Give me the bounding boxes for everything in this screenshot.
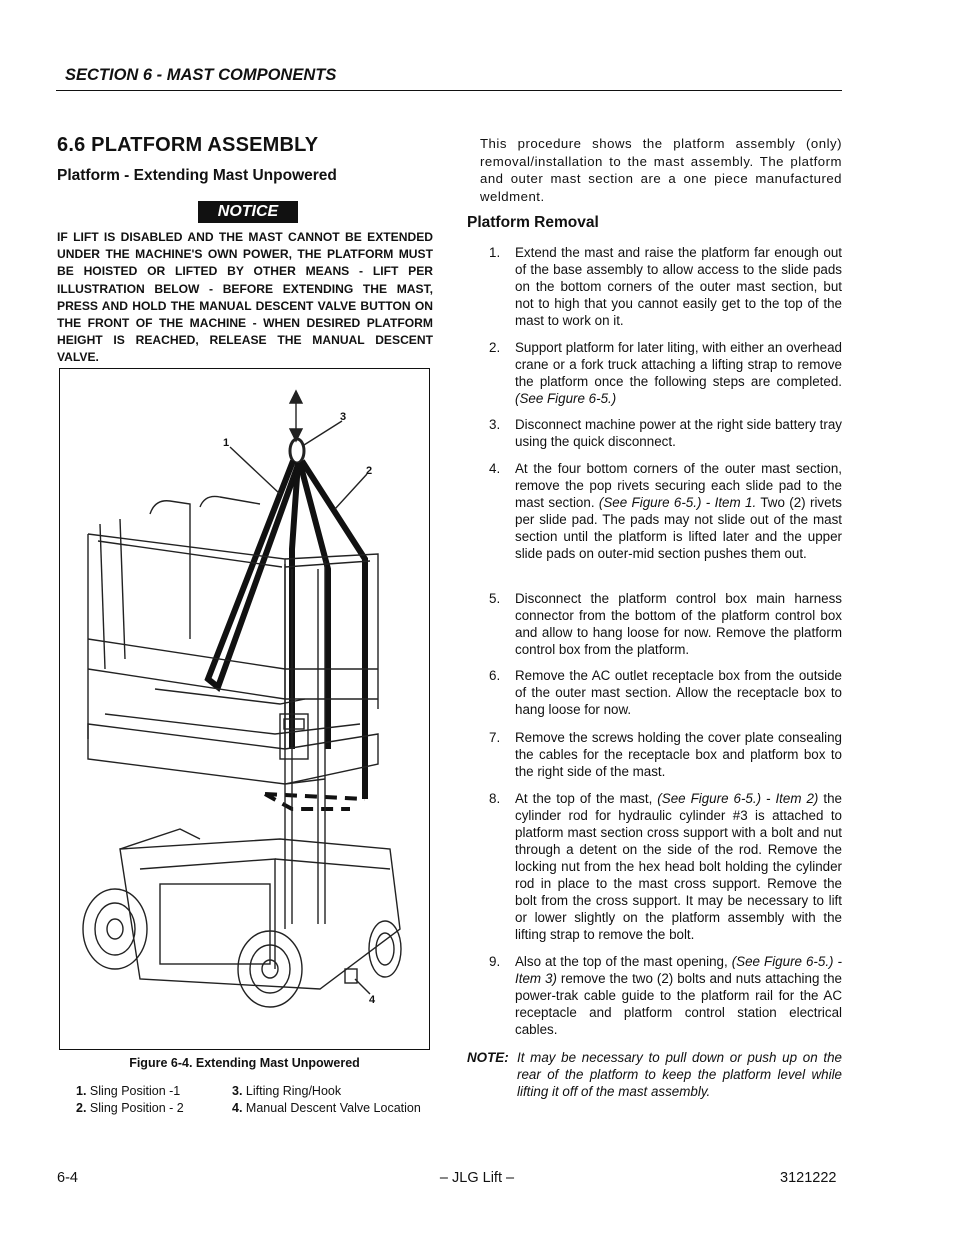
step-7: 7. Remove the screws holding the cover plate consealing the cables for the receptacle box and platform box to the right side of the mast. bbox=[489, 730, 842, 779]
callout-1: 1 bbox=[223, 437, 230, 449]
callout-4: 4 bbox=[369, 994, 376, 1006]
page-number: 6-4 bbox=[57, 1170, 78, 1186]
header-rule bbox=[56, 90, 842, 91]
legend-item-3: 3. Lifting Ring/Hook bbox=[232, 1084, 342, 1098]
step-2: 2. Support platform for later liting, with either an overhead crane or a fork truck attaching a lifting strap to remove the platform once the following steps are completed. (See Figure 6-5.) bbox=[489, 340, 842, 406]
removal-title: Platform Removal bbox=[467, 214, 599, 231]
step-3: 3. Disconnect machine power at the right side battery tray using the quick disconnect. bbox=[489, 417, 842, 449]
document-number: 3121222 bbox=[780, 1170, 837, 1186]
step-1: 1. Extend the mast and raise the platform far enough out of the base assembly to allow access to the slide pads on the bottom corners of the outer mast section, but not to high that you cannot easily get to the top of the mast to work on it. bbox=[489, 245, 842, 328]
legend-item-2: 2. Sling Position - 2 bbox=[76, 1101, 184, 1115]
step-6: 6. Remove the AC outlet receptacle box from the outside of the outer mast section. Allow the receptacle box to hang loose for now. bbox=[489, 668, 842, 717]
notice-text: IF LIFT IS DISABLED AND THE MAST CANNOT BE EXTENDED UNDER THE MACHINE'S OWN POWER, THE PLATFORM MUST BE HOISTED OR LIFTED BY OTHER MEANS - LIFT PER ILLUSTRATION BELOW - BEFORE EXTENDING THE MAST, PRESS AND HOLD THE MANUAL DESCENT VALVE BUTTON ON THE FRONT OF THE MACHINE - WHEN DESIRED PLATFORM HEIGHT IS REACHED, RELEASE THE MANUAL DESCENT VALVE. bbox=[57, 230, 433, 365]
note: NOTE: It may be necessary to pull down or push up on the rear of the platform to keep the platform level while lifting it off of the mast assembly. bbox=[467, 1050, 842, 1099]
legend-item-1: 1. Sling Position -1 bbox=[76, 1084, 181, 1098]
legend-item-4: 4. Manual Descent Valve Location bbox=[232, 1101, 421, 1115]
figure-frame bbox=[59, 368, 430, 1050]
step-4: 4. At the four bottom corners of the outer mast section, remove the pop rivets securing each slide pad to the mast section. (See Figure 6-5.) - Item 1. Two (2) rivets per slide pad. The pads may not slide out of the mast section until the platform is lifted later and the upper slide pads on outer-mid section pushes them out. bbox=[489, 461, 842, 561]
subsection-title: Platform - Extending Mast Unpowered bbox=[57, 167, 337, 184]
step-9: 9. Also at the top of the mast opening, (See Figure 6-5.) - Item 3) remove the two (2) bolts and nuts attaching the power-trak cable guide to the platform rail for the AC receptacle and platform control station electrical cables. bbox=[489, 954, 842, 1037]
footer-center: – JLG Lift – bbox=[439, 1170, 515, 1186]
callout-3: 3 bbox=[340, 411, 347, 423]
callout-2: 2 bbox=[366, 465, 373, 477]
step-8: 8. At the top of the mast, (See Figure 6-5.) - Item 2) the cylinder rod for hydraulic cylinder #3 is attached to platform mast section cross support with a bolt and nut through a detent on the side of the rod. Remove the locking nut from the hex head bolt holding the cylinder rod in place to the mast cross support. Remove the bolt from the cross support. It may be necessary to lift or lower slightly on the platform assembly with the lifting strap to remove the bolt. bbox=[489, 791, 842, 942]
section-header: SECTION 6 - MAST COMPONENTS bbox=[65, 66, 337, 84]
figure-caption: Figure 6-4. Extending Mast Unpowered bbox=[129, 1056, 360, 1070]
step-5: 5. Disconnect the platform control box main harness connector from the bottom of the platform control box and allow to hang loose for now. Remove the platform control box from the platform. bbox=[489, 591, 842, 657]
notice-badge: NOTICE bbox=[198, 201, 298, 223]
lift-illustration bbox=[60, 369, 429, 1049]
section-title: 6.6 PLATFORM ASSEMBLY bbox=[57, 134, 319, 156]
intro-paragraph: This procedure shows the platform assembly (only) removal/installation to the mast assembly. The platform and outer mast section are a one piece manufactured weldment. bbox=[480, 136, 842, 204]
